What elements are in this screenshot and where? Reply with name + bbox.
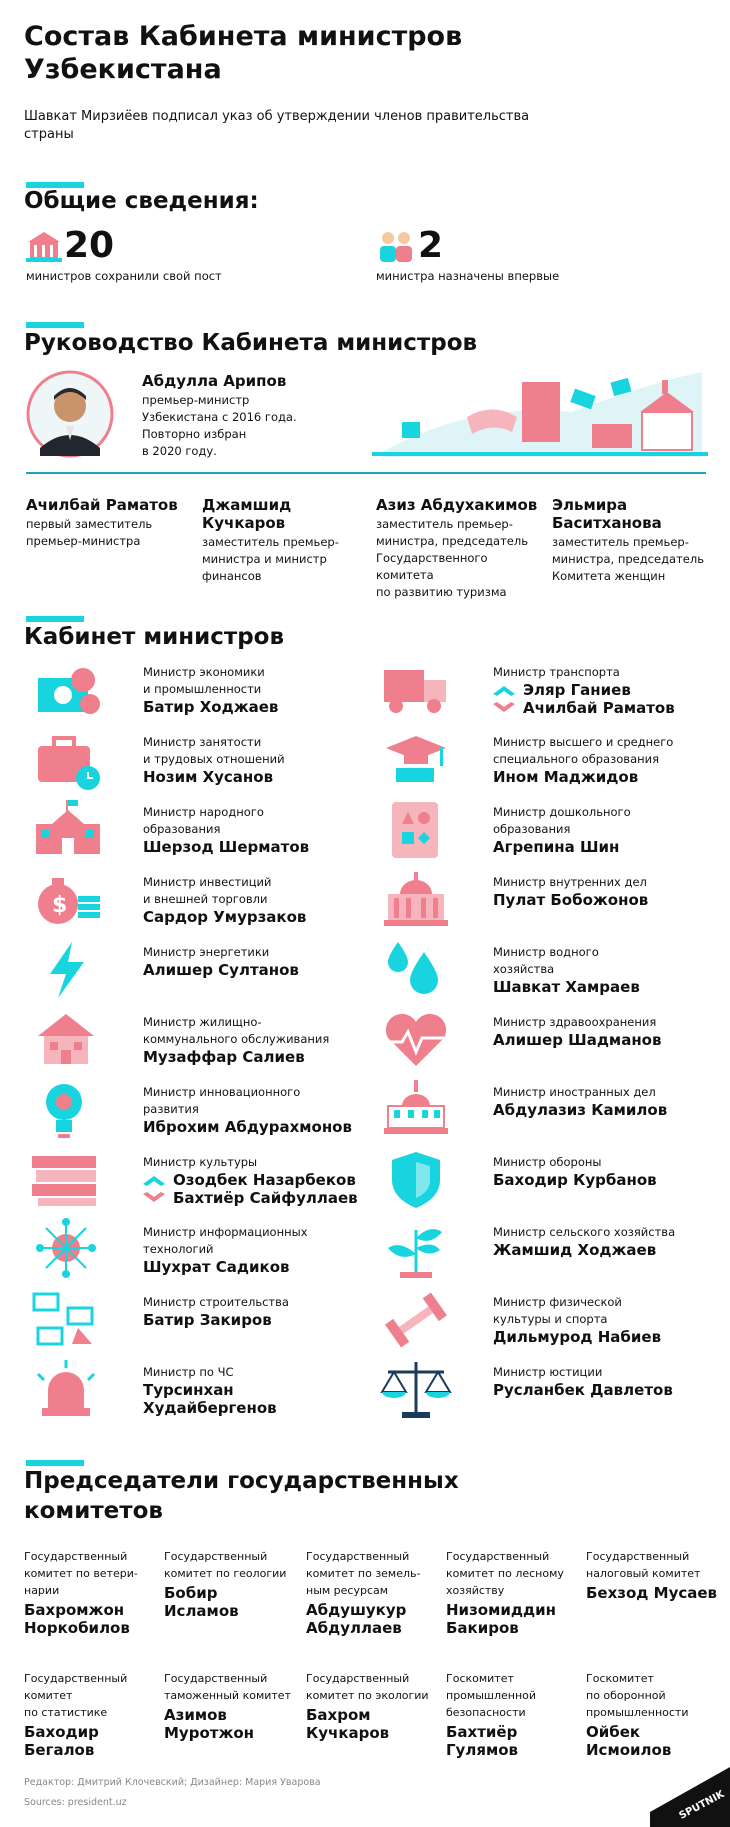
minister-title: Министр по ЧС bbox=[143, 1365, 234, 1379]
committee-title: Госкомитет промышленной безопасности bbox=[446, 1672, 537, 1719]
committee-title: Госкомитет по оборонной промышленности bbox=[586, 1672, 689, 1719]
committee-title: Государственный комитет по ветери- нарии bbox=[24, 1550, 138, 1597]
minister-title: Министр сельского хозяйства bbox=[493, 1225, 676, 1239]
committee-chair-name: Бахромжон Норкобилов bbox=[24, 1601, 130, 1637]
minister-name: Алишер Султанов bbox=[143, 961, 299, 979]
committee-entry bbox=[586, 1548, 724, 1602]
minister-title: Министр обороны bbox=[493, 1155, 602, 1169]
minister-name: Шухрат Садиков bbox=[143, 1258, 290, 1276]
minister-entry bbox=[493, 1364, 723, 1399]
minister-title: Министр инвестиций и внешней торговли bbox=[143, 875, 272, 906]
handshake-illustration bbox=[372, 362, 708, 462]
minister-title: Министр водного хозяйства bbox=[493, 945, 599, 976]
deputy-name: Ачилбай Раматов bbox=[26, 496, 178, 514]
minister-entry bbox=[143, 874, 373, 926]
pm-photo bbox=[26, 370, 114, 458]
minister-name: Турсинхан Худайбергенов bbox=[143, 1381, 277, 1417]
minister-entry bbox=[143, 1224, 373, 1276]
committee-entry bbox=[164, 1670, 302, 1742]
graduation-icon bbox=[378, 728, 468, 792]
stat-new-value: 2 bbox=[418, 225, 444, 266]
scales-icon bbox=[378, 1358, 468, 1422]
committee-chair-name: Баходир Бегалов bbox=[24, 1723, 99, 1759]
deputy-name: Эльмира Баситханова bbox=[552, 496, 662, 532]
minister-title: Министр внутренних дел bbox=[493, 875, 647, 889]
minister-entry bbox=[493, 664, 723, 717]
people-icon bbox=[376, 228, 416, 264]
minister-title: Министр культуры bbox=[143, 1155, 258, 1169]
minister-name: Батир Ходжаев bbox=[143, 698, 279, 716]
committee-title: Государственный налоговый комитет bbox=[586, 1550, 701, 1580]
minister-entry bbox=[143, 664, 373, 716]
blocks-icon bbox=[378, 798, 468, 862]
minister-name-text: Ачилбай Раматов bbox=[523, 699, 675, 717]
minister-name: Иброхим Абдурахмонов bbox=[143, 1118, 352, 1136]
stat-new-label: министра назначены впервые bbox=[376, 269, 560, 283]
minister-name bbox=[493, 699, 723, 717]
sources: Sources: president.uz bbox=[24, 1797, 127, 1808]
minister-name: Шерзод Шерматов bbox=[143, 838, 310, 856]
chevron-down-icon bbox=[493, 702, 515, 714]
minister-name: Шавкат Хамраев bbox=[493, 978, 640, 996]
chevron-up-icon bbox=[143, 1174, 165, 1186]
minister-entry bbox=[143, 1084, 373, 1136]
minister-title: Министр жилищно- коммунального обслуживания bbox=[143, 1015, 330, 1046]
stat-retained-value: 20 bbox=[64, 225, 115, 266]
chevron-up-icon bbox=[493, 684, 515, 696]
deputy-desc: заместитель премьер- министра, председатель Государственного комитета по развитию туризма bbox=[376, 517, 528, 599]
committee-entry bbox=[24, 1670, 162, 1759]
committee-title: Государственный комитет по геологии bbox=[164, 1550, 287, 1580]
water-icon bbox=[378, 938, 468, 1002]
committee-chair-name: Азимов Муротжон bbox=[164, 1706, 255, 1742]
svg-text:$: $ bbox=[52, 893, 68, 918]
svg-text:SPUTNIK: SPUTNIK bbox=[677, 1788, 727, 1822]
blueprint-icon bbox=[28, 1288, 118, 1352]
committee-chair-name: Ойбек Исмоилов bbox=[586, 1723, 672, 1759]
minister-entry bbox=[493, 874, 723, 909]
sprout-icon bbox=[378, 1218, 468, 1282]
minister-entry bbox=[143, 1154, 373, 1207]
committee-chair-name: Бахром Кучкаров bbox=[306, 1706, 390, 1742]
divider bbox=[26, 472, 706, 474]
committee-entry bbox=[24, 1548, 162, 1637]
stat-retained-label: министров сохранили свой пост bbox=[26, 269, 222, 283]
committee-chair-name: Бехзод Мусаев bbox=[586, 1584, 718, 1602]
pm-name: Абдулла Арипов bbox=[142, 372, 287, 390]
pm-description: премьер-министр Узбекистана с 2016 года. Повторно избран в 2020 году. bbox=[142, 393, 297, 458]
minister-title: Министр транспорта bbox=[493, 665, 620, 679]
minister-name: Музаффар Салиев bbox=[143, 1048, 305, 1066]
deputy-name: Азиз Абдухакимов bbox=[376, 496, 538, 514]
minister-name-text: Озодбек Назарбеков bbox=[173, 1171, 356, 1189]
committee-title: Государственный комитет по земель- ным ресурсам bbox=[306, 1550, 421, 1597]
minister-entry bbox=[143, 944, 373, 979]
committee-title: Государственный комитет по лесному хозяйству bbox=[446, 1550, 564, 1597]
minister-title: Министр юстиции bbox=[493, 1365, 603, 1379]
government-icon bbox=[26, 228, 62, 264]
minister-name: Алишер Шадманов bbox=[493, 1031, 662, 1049]
building-icon bbox=[378, 868, 468, 932]
deputy-3 bbox=[376, 496, 548, 601]
committee-entry bbox=[446, 1670, 584, 1759]
minister-entry bbox=[143, 1364, 373, 1417]
page-subtitle: Шавкат Мирзиёев подписал указ об утверждении членов правительства страны bbox=[24, 109, 530, 142]
minister-title: Министр занятости и трудовых отношений bbox=[143, 735, 285, 766]
lightning-icon bbox=[28, 938, 118, 1002]
school-icon bbox=[28, 798, 118, 862]
heart-icon bbox=[378, 1008, 468, 1072]
page-title: Состав Кабинета министров Узбекистана bbox=[24, 21, 463, 85]
deputy-2 bbox=[202, 496, 370, 585]
minister-name: Дильмурод Набиев bbox=[493, 1328, 662, 1346]
minister-entry bbox=[143, 804, 373, 856]
minister-title: Министр экономики и промышленности bbox=[143, 665, 265, 696]
minister-entry bbox=[493, 1154, 723, 1189]
minister-title: Министр народного образования bbox=[143, 805, 264, 836]
minister-title: Министр иностранных дел bbox=[493, 1085, 656, 1099]
minister-title: Министр инновационного развития bbox=[143, 1085, 301, 1116]
minister-entry bbox=[493, 1084, 723, 1119]
minister-entry bbox=[493, 1014, 723, 1049]
committees-heading: Председатели государственных комитетов bbox=[24, 1468, 459, 1524]
minister-name bbox=[493, 681, 723, 699]
minister-entry bbox=[493, 734, 723, 786]
chevron-down-icon bbox=[143, 1192, 165, 1204]
network-icon bbox=[28, 1218, 118, 1282]
deputy-name: Джамшид Кучкаров bbox=[202, 496, 292, 532]
minister-entry bbox=[493, 1224, 723, 1259]
minister-entry bbox=[493, 1294, 723, 1346]
deputy-desc: заместитель премьер- министра, председатель Комитета женщин bbox=[552, 535, 704, 583]
minister-title: Министр дошкольного образования bbox=[493, 805, 631, 836]
minister-name: Пулат Бобожонов bbox=[493, 891, 649, 909]
minister-entry bbox=[143, 734, 373, 786]
committee-title: Государственный комитет по статистике bbox=[24, 1672, 128, 1719]
minister-title: Министр строительства bbox=[143, 1295, 289, 1309]
minister-name: Батир Закиров bbox=[143, 1311, 272, 1329]
deputy-desc: первый заместитель премьер-министра bbox=[26, 517, 153, 548]
shield-icon bbox=[378, 1148, 468, 1212]
lightbulb-icon bbox=[28, 1078, 118, 1142]
minister-name: Агрепина Шин bbox=[493, 838, 620, 856]
committee-entry bbox=[306, 1670, 444, 1742]
minister-entry bbox=[143, 1294, 373, 1329]
money-icon bbox=[28, 658, 118, 722]
minister-name-text: Бахтиёр Сайфуллаев bbox=[173, 1189, 358, 1207]
general-heading: Общие сведения: bbox=[24, 188, 259, 214]
credits: Редактор: Дмитрий Клочевский; Дизайнер: Мария Уварова bbox=[24, 1777, 321, 1788]
deputy-desc: заместитель премьер- министра и министр финансов bbox=[202, 535, 339, 583]
cabinet-heading: Кабинет министров bbox=[24, 624, 285, 650]
minister-name: Абдулазиз Камилов bbox=[493, 1101, 668, 1119]
moneybag-icon bbox=[28, 868, 118, 932]
minister-entry bbox=[493, 944, 723, 996]
books-icon bbox=[28, 1148, 118, 1212]
committee-chair-name: Бобир Исламов bbox=[164, 1584, 239, 1620]
house-icon bbox=[28, 1008, 118, 1072]
sputnik-logo bbox=[650, 1762, 730, 1827]
minister-name: Ином Маджидов bbox=[493, 768, 639, 786]
minister-name: Русланбек Давлетов bbox=[493, 1381, 673, 1399]
briefcase-icon bbox=[28, 728, 118, 792]
minister-title: Министр энергетики bbox=[143, 945, 270, 959]
committee-title: Государственный комитет по экологии bbox=[306, 1672, 429, 1702]
minister-name: Сардор Умурзаков bbox=[143, 908, 307, 926]
committee-title: Государственный таможенный комитет bbox=[164, 1672, 291, 1702]
minister-entry bbox=[143, 1014, 373, 1066]
dumbbell-icon bbox=[378, 1288, 468, 1352]
leadership-heading: Руководство Кабинета министров bbox=[24, 330, 478, 356]
capitol-icon bbox=[378, 1078, 468, 1142]
minister-name bbox=[143, 1189, 373, 1207]
committee-chair-name: Бахтиёр Гулямов bbox=[446, 1723, 519, 1759]
committee-entry bbox=[164, 1548, 302, 1620]
committee-chair-name: Низомиддин Бакиров bbox=[446, 1601, 556, 1637]
committee-entry bbox=[306, 1548, 444, 1637]
minister-entry bbox=[493, 804, 723, 856]
minister-name: Баходир Курбанов bbox=[493, 1171, 657, 1189]
committee-entry bbox=[446, 1548, 584, 1637]
minister-name bbox=[143, 1171, 373, 1189]
deputy-1 bbox=[26, 496, 194, 550]
minister-name: Нозим Хусанов bbox=[143, 768, 274, 786]
minister-title: Министр информационных технологий bbox=[143, 1225, 308, 1256]
minister-title: Министр здравоохранения bbox=[493, 1015, 657, 1029]
deputy-4 bbox=[552, 496, 724, 585]
minister-title: Министр физической культуры и спорта bbox=[493, 1295, 622, 1326]
truck-icon bbox=[378, 658, 468, 722]
siren-icon bbox=[28, 1358, 118, 1422]
minister-name: Жамшид Ходжаев bbox=[493, 1241, 657, 1259]
minister-title: Министр высшего и среднего специального образования bbox=[493, 735, 674, 766]
committee-entry bbox=[586, 1670, 724, 1759]
minister-name-text: Эляр Ганиев bbox=[523, 681, 631, 699]
committee-chair-name: Абдушукур Абдуллаев bbox=[306, 1601, 407, 1637]
